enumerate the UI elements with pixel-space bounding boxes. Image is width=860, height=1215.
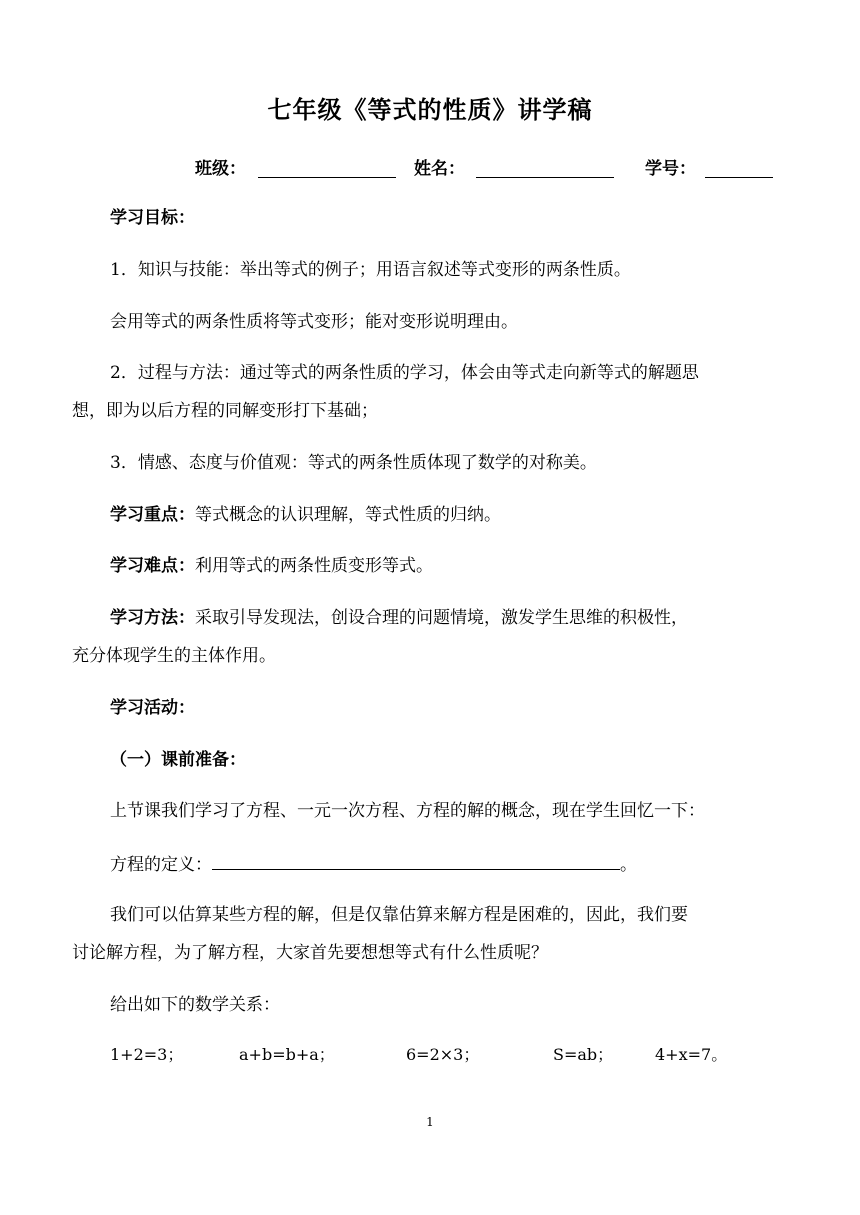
relation-item: a+b=b+a； <box>239 1045 335 1064</box>
objectives-heading: 学习目标： <box>110 208 195 228</box>
methods-label: 学习方法： <box>110 608 195 628</box>
recall-text: 上节课我们学习了方程、一元一次方程、方程的解的概念，现在学生回忆一下： <box>110 801 705 821</box>
given-relations-intro: 给出如下的数学关系： <box>110 995 280 1015</box>
objective-3: 3．情感、态度与价值观：等式的两条性质体现了数学的对称美。 <box>110 453 597 473</box>
objective-2-line-1: 2．过程与方法：通过等式的两条性质的学习，体会由等式走向新等式的解题思 <box>110 363 699 383</box>
page-number: 1 <box>426 1115 434 1129</box>
difficulties <box>110 554 433 578</box>
difficulties-text: 利用等式的两条性质变形等式。 <box>195 556 433 576</box>
number-label: 学号： <box>645 159 696 179</box>
section-1-heading: （一）课前准备： <box>110 750 246 770</box>
difficulties-label: 学习难点： <box>110 556 195 576</box>
definition-row <box>110 851 637 877</box>
document-title: 七年级《等式的性质》讲学稿 <box>267 96 593 124</box>
relation-item: 1+2=3； <box>110 1045 184 1064</box>
objective-1-line-1: 1．知识与技能：举出等式的例子；用语言叙述等式变形的两条性质。 <box>110 260 631 280</box>
relation-item: 6=2×3； <box>406 1045 480 1064</box>
paragraph-line-2: 讨论解方程，为了解方程，大家首先要想想等式有什么性质呢？ <box>72 943 548 963</box>
methods-text-line-1: 采取引导发现法，创设合理的问题情境，激发学生思维的积极性， <box>195 608 688 628</box>
objective-2-line-2: 想，即为以后方程的同解变形打下基础； <box>72 401 378 421</box>
relation-item: S=ab； <box>553 1045 614 1064</box>
definition-end: 。 <box>620 855 637 875</box>
number-blank[interactable] <box>705 177 773 178</box>
relation-item: 4+x=7。 <box>655 1045 728 1064</box>
name-label: 姓名： <box>414 159 465 179</box>
name-blank[interactable] <box>476 177 614 178</box>
activities-heading: 学习活动： <box>110 698 195 718</box>
definition-blank[interactable] <box>212 851 620 870</box>
methods <box>110 606 688 630</box>
paragraph-line-1: 我们可以估算某些方程的解，但是仅靠估算来解方程是困难的，因此，我们要 <box>110 905 688 925</box>
class-label: 班级： <box>195 159 246 179</box>
definition-label: 方程的定义： <box>110 855 212 875</box>
objective-1-line-2: 会用等式的两条性质将等式变形；能对变形说明理由。 <box>110 312 518 332</box>
class-blank[interactable] <box>258 177 396 178</box>
key-points-label: 学习重点： <box>110 505 195 525</box>
key-points-text: 等式概念的认识理解，等式性质的归纳。 <box>195 505 501 525</box>
methods-text-line-2: 充分体现学生的主体作用。 <box>72 646 276 666</box>
key-points <box>110 503 501 527</box>
